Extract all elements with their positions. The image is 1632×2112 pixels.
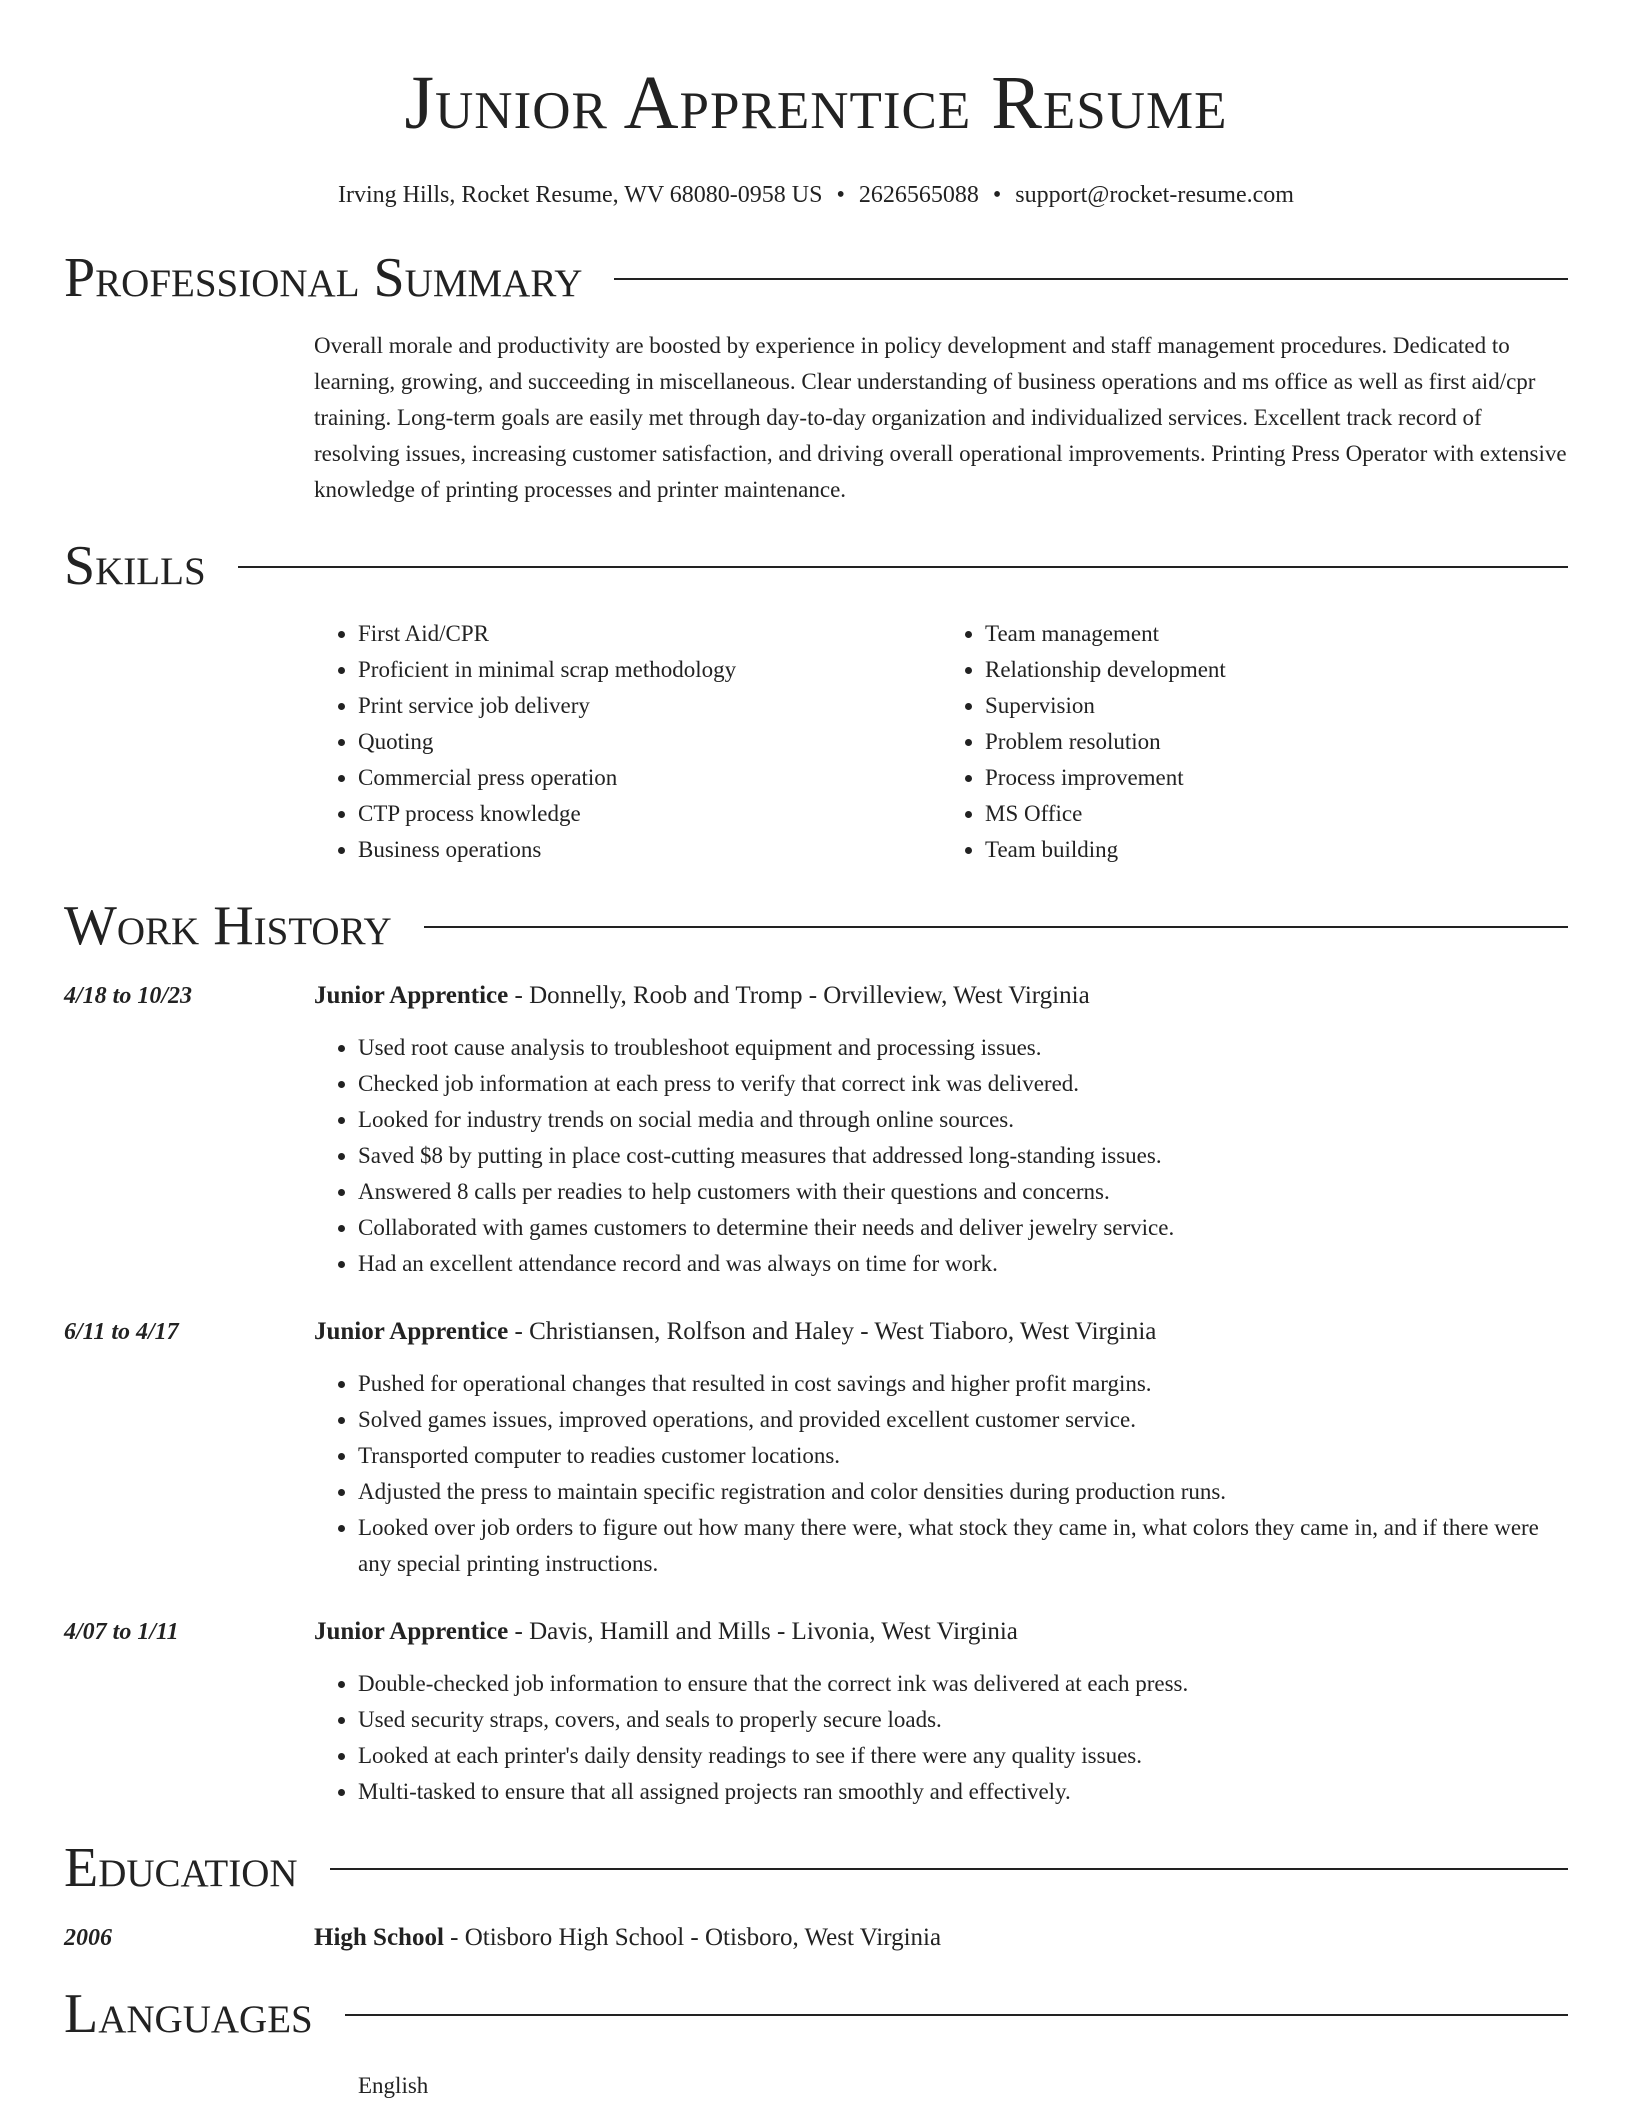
job-bullet: • Used root cause analysis to troubleshoot equipment and processing issues. — [358, 1030, 1568, 1066]
job-bullet: • Solved games issues, improved operations, and provided excellent customer service. — [358, 1402, 1568, 1438]
section-summary-heading — [64, 246, 1568, 310]
contact-line — [64, 180, 1568, 210]
language-item: English — [358, 2073, 429, 2098]
summary-text: Overall morale and productivity are boosted by experience in policy development and staff management procedures. Dedicated to learning, growing, and succeeding in miscellaneous. Clear understanding of business operations and ms office as well as first aid/cpr training. Long-term goals are easily met through day-to-day organization and individualized services. Excellent track record of resolving issues, increasing customer satisfaction, and driving overall operational improvements. Printing Press Operator with extensive knowledge of printing processes and printer maintenance. — [314, 333, 1567, 502]
job-title: Junior Apprentice — [314, 982, 509, 1009]
job-bullet: • Looked for industry trends on social media and through online sources. — [358, 1102, 1568, 1138]
job-bullet: • Double-checked job information to ensure that the correct ink was delivered at each press. — [358, 1666, 1568, 1702]
contact-address: Irving Hills, Rocket Resume, WV 68080-0958 US — [338, 182, 823, 208]
section-rule — [238, 566, 1568, 568]
skill-item: • MS Office — [985, 796, 1568, 832]
section-education-heading — [64, 1836, 1568, 1900]
skill-item: • Commercial press operation — [358, 760, 941, 796]
skill-item: • Team management — [985, 616, 1568, 652]
contact-separator: • — [992, 182, 1002, 208]
skill-item: • Problem resolution — [985, 724, 1568, 760]
section-work-heading — [64, 894, 1568, 958]
section-title: Work History — [64, 895, 392, 957]
job-bullet: • Pushed for operational changes that resulted in cost savings and higher profit margins. — [358, 1366, 1568, 1402]
job-bullet: • Answered 8 calls per readies to help customers with their questions and concerns. — [358, 1174, 1568, 1210]
job-bullets — [314, 1366, 1568, 1582]
job-bullet: • Checked job information at each press to verify that correct ink was delivered. — [358, 1066, 1568, 1102]
section-rule — [330, 1868, 1568, 1870]
section-languages-heading — [64, 1982, 1568, 2046]
job-entry — [64, 1614, 1568, 1810]
contact-phone: 2626565088 — [858, 182, 979, 208]
education-date: 2006 — [64, 1925, 112, 1951]
skill-item: • Relationship development — [985, 652, 1568, 688]
section-rule — [424, 926, 1568, 928]
education-title: High School — [314, 1924, 444, 1951]
skill-item: • First Aid/CPR — [358, 616, 941, 652]
resume-title: Junior Apprentice Resume — [404, 61, 1228, 145]
job-dates: 6/11 to 4/17 — [64, 1319, 179, 1345]
section-rule — [345, 2014, 1568, 2016]
section-skills-heading — [64, 534, 1568, 598]
job-header — [314, 1614, 1568, 1650]
job-bullet: • Transported computer to readies customer locations. — [358, 1438, 1568, 1474]
job-bullet: • Multi-tasked to ensure that all assigned projects ran smoothly and effectively. — [358, 1774, 1568, 1810]
job-title: Junior Apprentice — [314, 1618, 509, 1645]
job-entry — [64, 978, 1568, 1282]
job-dates: 4/18 to 10/23 — [64, 983, 193, 1009]
job-bullets — [314, 1666, 1568, 1810]
job-bullet: • Looked at each printer's daily density readings to see if there were any quality issues. — [358, 1738, 1568, 1774]
job-dates: 4/07 to 1/11 — [64, 1619, 179, 1645]
job-employer: - Christiansen, Rolfson and Haley - West Tiaboro, West Virginia — [508, 1318, 1157, 1345]
skill-item: • Process improvement — [985, 760, 1568, 796]
job-bullet: • Collaborated with games customers to determine their needs and deliver jewelry service. — [358, 1210, 1568, 1246]
section-title: Professional Summary — [64, 247, 583, 309]
skills-column-right — [941, 616, 1568, 868]
job-bullets — [314, 1030, 1568, 1282]
contact-separator: • — [836, 182, 845, 208]
education-entry — [64, 1920, 1568, 1956]
job-bullet: • Saved $8 by putting in place cost-cutting measures that addressed long-standing issues. — [358, 1138, 1568, 1174]
resume-page — [64, 0, 1568, 2104]
job-bullet: • Looked over job orders to figure out how many there were, what stock they came in, what colors they came in, and if there were any special printing instructions. — [358, 1510, 1568, 1582]
section-title: Languages — [64, 1983, 313, 2045]
skill-item: • Proficient in minimal scrap methodology — [358, 652, 941, 688]
job-employer: - Davis, Hamill and Mills - Livonia, West Virginia — [508, 1618, 1018, 1645]
job-entry — [64, 1314, 1568, 1582]
education-school: - Otisboro High School - Otisboro, West Virginia — [443, 1924, 942, 1951]
skill-item: • Quoting — [358, 724, 941, 760]
job-bullet: • Had an excellent attendance record and was always on time for work. — [358, 1246, 1568, 1282]
skills-column-left — [314, 616, 941, 868]
contact-email: support@rocket-resume.com — [1015, 182, 1294, 208]
job-header — [314, 1314, 1568, 1350]
job-bullet: • Used security straps, covers, and seals to properly secure loads. — [358, 1702, 1568, 1738]
education-header — [314, 1920, 1568, 1956]
job-title: Junior Apprentice — [314, 1318, 509, 1345]
languages-list — [314, 2068, 1568, 2104]
job-bullet: • Adjusted the press to maintain specific registration and color densities during production runs. — [358, 1474, 1568, 1510]
section-title: Skills — [64, 535, 206, 597]
skill-item: • Team building — [985, 832, 1568, 868]
skill-item: • Business operations — [358, 832, 941, 868]
skill-item: • Supervision — [985, 688, 1568, 724]
skill-item: • Print service job delivery — [358, 688, 941, 724]
section-title: Education — [64, 1837, 298, 1899]
job-header — [314, 978, 1568, 1014]
job-employer: - Donnelly, Roob and Tromp - Orvilleview, West Virginia — [508, 982, 1090, 1009]
skill-item: • CTP process knowledge — [358, 796, 941, 832]
skills-list — [314, 616, 1568, 868]
section-rule — [614, 278, 1568, 280]
